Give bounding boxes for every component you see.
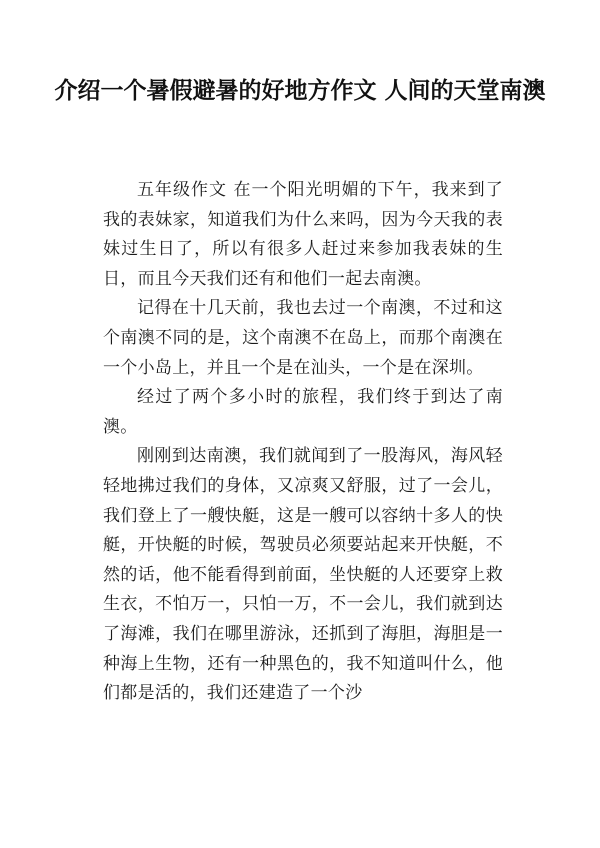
paragraph: 五年级作文 在一个阳光明媚的下午，我来到了我的表妹家，知道我们为什么来吗，因为今天我的表妹过生日了，所以有很多人赶过来参加我表妹的生日，而且今天我们还有和他们一起去南澳。 bbox=[103, 180, 503, 289]
document-body bbox=[103, 176, 503, 709]
document-title: 介绍一个暑假避暑的好地方作文 人间的天堂南澳 bbox=[54, 78, 546, 104]
paragraph: 经过了两个多小时的旅程，我们终于到达了南澳。 bbox=[103, 387, 503, 437]
paragraph: 记得在十几天前，我也去过一个南澳，不过和这个南澳不同的是，这个南澳不在岛上，而那个南澳在一个小岛上，并且一个是在汕头，一个是在深圳。 bbox=[103, 298, 503, 378]
paragraph: 刚刚到达南澳，我们就闻到了一股海风，海风轻轻地拂过我们的身体，又凉爽又舒服，过了一会儿，我们登上了一艘快艇，这是一艘可以容纳十多人的快艇，开快艇的时候，驾驶员必须要站起来开快艇，不然的话，他不能看得到前面，坐快艇的人还要穿上救生衣，不怕万一，只怕一万，不一会儿，我们就到达了海滩，我们在哪里游泳，还抓到了海胆，海胆是一种海上生物，还有一种黑色的，我不知道叫什么，他们都是活的，我们还建造了一个沙 bbox=[103, 446, 503, 704]
